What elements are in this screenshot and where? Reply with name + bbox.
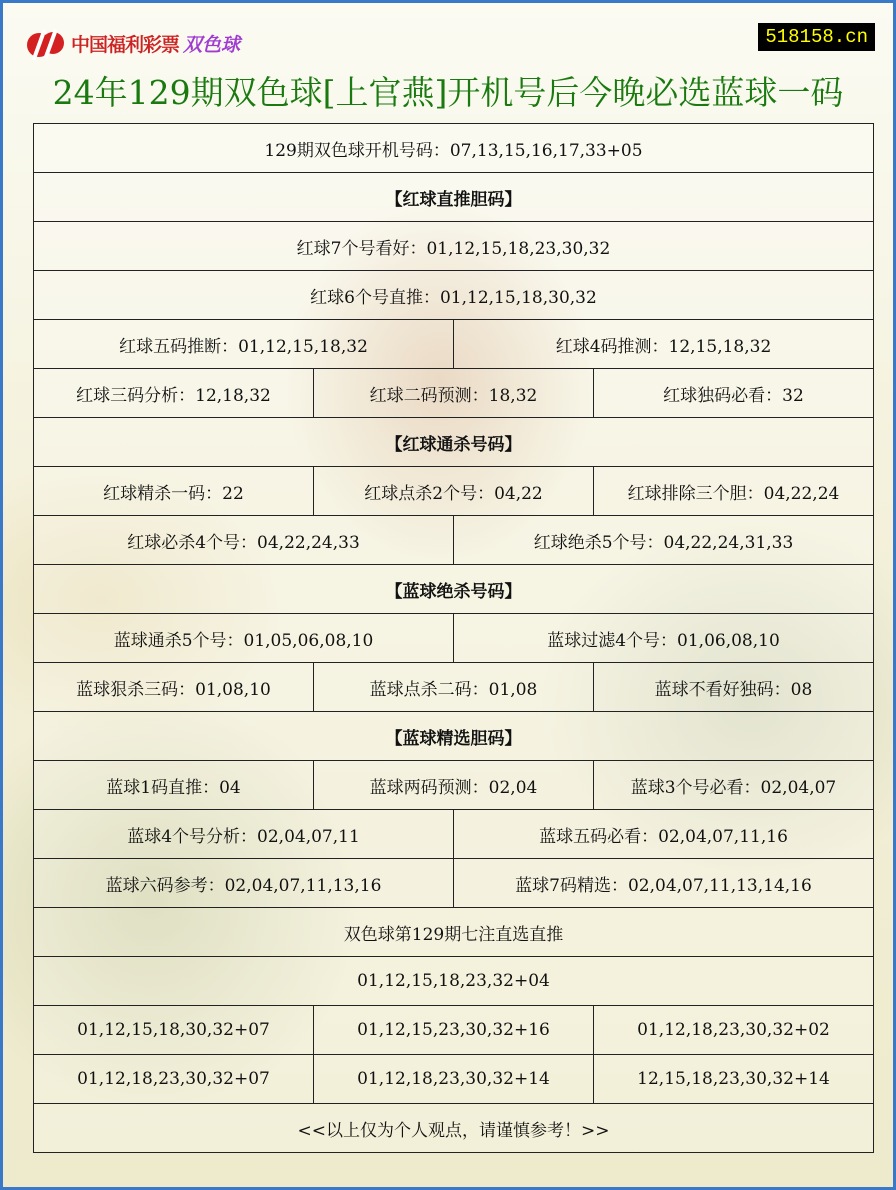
table-cell: 红球4码推测：12,15,18,32 (454, 320, 874, 369)
section-heading: 【红球直推胆码】 (34, 173, 874, 222)
table-row (34, 1055, 874, 1104)
table-cell: 01,12,18,23,30,32+02 (594, 1006, 874, 1055)
table-row (34, 614, 874, 663)
table-cell: 红球五码推断：01,12,15,18,32 (34, 320, 454, 369)
table-cell: 红球必杀4个号：04,22,24,33 (34, 516, 454, 565)
table-row (34, 859, 874, 908)
table-cell: 蓝球过滤4个号：01,06,08,10 (454, 614, 874, 663)
table-cell: 红球精杀一码：22 (34, 467, 314, 516)
section-heading: 【蓝球精选胆码】 (34, 712, 874, 761)
logo-text-ssq: 双色球 (183, 33, 241, 56)
table-row (34, 124, 874, 173)
table-cell: 01,12,15,18,30,32+07 (34, 1006, 314, 1055)
table-cell: 蓝球点杀二码：01,08 (314, 663, 594, 712)
table-cell: 01,12,15,23,30,32+16 (314, 1006, 594, 1055)
table-cell: <<以上仅为个人观点，请谨慎参考！>> (34, 1104, 874, 1153)
section-heading: 【蓝球绝杀号码】 (34, 565, 874, 614)
table-cell: 红球独码必看：32 (594, 369, 874, 418)
table-cell: 蓝球7码精选：02,04,07,11,13,14,16 (454, 859, 874, 908)
table-cell: 12,15,18,23,30,32+14 (594, 1055, 874, 1104)
table-row (34, 271, 874, 320)
table-cell: 红球排除三个胆：04,22,24 (594, 467, 874, 516)
page-title: 24年129期双色球[上官燕]开机号后今晚必选蓝球一码 (52, 73, 844, 112)
table-row (34, 810, 874, 859)
table-row (34, 761, 874, 810)
table-cell: 红球三码分析：12,18,32 (34, 369, 314, 418)
site-badge[interactable]: 518158.cn (758, 23, 875, 51)
table-cell: 蓝球六码参考：02,04,07,11,13,16 (34, 859, 454, 908)
table-row (34, 712, 874, 761)
table-cell: 红球6个号直推：01,12,15,18,30,32 (34, 271, 874, 320)
table-cell: 双色球第129期七注直选直推 (34, 908, 874, 957)
table-cell: 红球7个号看好：01,12,15,18,23,30,32 (34, 222, 874, 271)
table-row (34, 1006, 874, 1055)
logo-text: 中国福利彩票 (71, 33, 180, 56)
logo (23, 23, 240, 63)
table-row (34, 369, 874, 418)
table-row (34, 516, 874, 565)
table-row (34, 565, 874, 614)
table-cell: 蓝球3个号必看：02,04,07 (594, 761, 874, 810)
table-row (34, 1104, 874, 1153)
table-cell: 蓝球通杀5个号：01,05,06,08,10 (34, 614, 454, 663)
table-cell: 红球二码预测：18,32 (314, 369, 594, 418)
table-cell: 01,12,18,23,30,32+07 (34, 1055, 314, 1104)
table-cell: 129期双色球开机号码：07,13,15,16,17,33+05 (34, 124, 874, 173)
table-row (34, 957, 874, 1006)
table-cell: 蓝球狠杀三码：01,08,10 (34, 663, 314, 712)
table-row (34, 320, 874, 369)
table-row (34, 663, 874, 712)
welfare-lottery-logo-icon (23, 23, 67, 63)
table-row (34, 418, 874, 467)
section-heading: 【红球通杀号码】 (34, 418, 874, 467)
table-row (34, 467, 874, 516)
table-cell: 蓝球五码必看：02,04,07,11,16 (454, 810, 874, 859)
table-cell: 蓝球1码直推：04 (34, 761, 314, 810)
table-cell: 红球绝杀5个号：04,22,24,31,33 (454, 516, 874, 565)
table-row (34, 173, 874, 222)
table-cell: 蓝球不看好独码：08 (594, 663, 874, 712)
table-cell: 01,12,18,23,30,32+14 (314, 1055, 594, 1104)
table-cell: 蓝球两码预测：02,04 (314, 761, 594, 810)
table-row (34, 908, 874, 957)
table-cell: 红球点杀2个号：04,22 (314, 467, 594, 516)
table-cell: 蓝球4个号分析：02,04,07,11 (34, 810, 454, 859)
table-row (34, 222, 874, 271)
table-cell: 01,12,15,18,23,32+04 (34, 957, 874, 1006)
prediction-table (33, 123, 874, 1153)
